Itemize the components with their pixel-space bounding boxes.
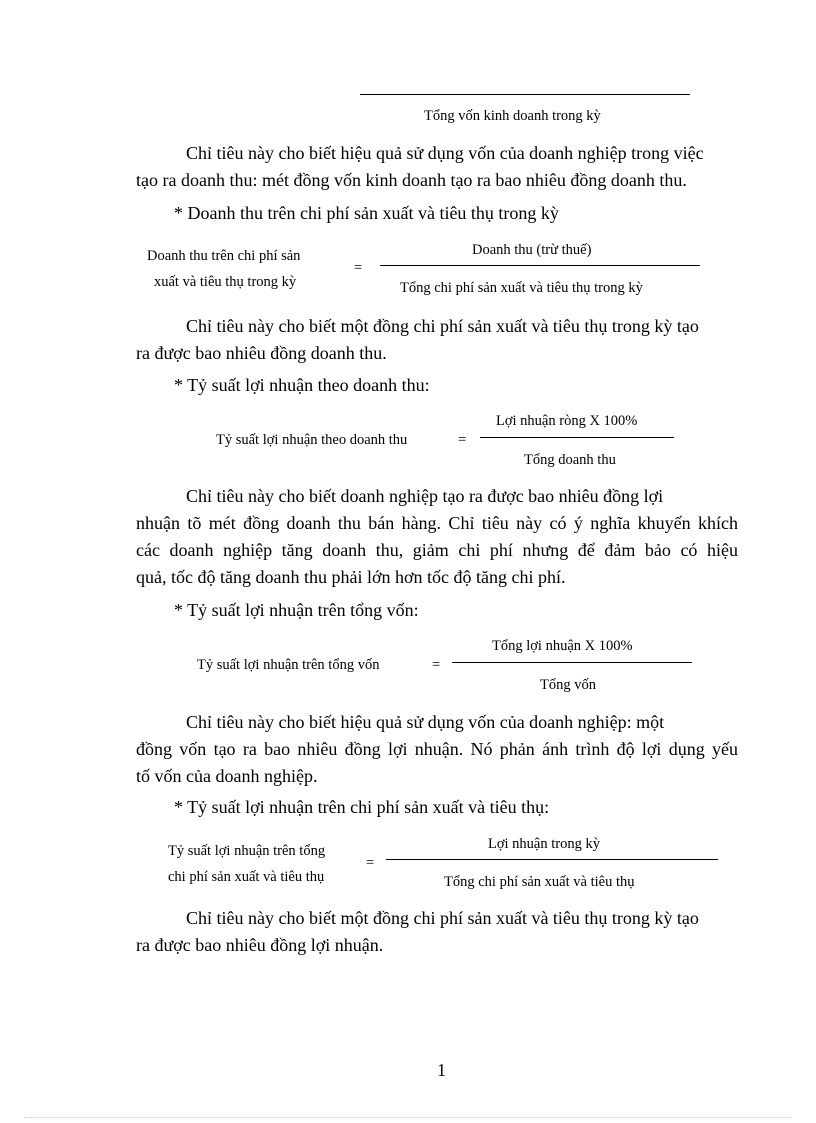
paragraph-3-line-4: quả, tốc độ tăng doanh thu phải lớn hơn tốc độ tăng chi phí.	[136, 567, 566, 587]
formula-1-bar	[380, 265, 700, 266]
formula-2-numerator: Lợi nhuận ròng X 100%	[496, 413, 638, 429]
formula-4-denominator: Tổng chi phí sản xuất và tiêu thụ	[444, 874, 635, 890]
formula-2-equals: =	[458, 432, 467, 448]
formula-4-equals: =	[366, 855, 375, 871]
formula-1-label-line-2: xuất và tiêu thụ trong kỳ	[154, 274, 297, 290]
paragraph-1-line-1: Chỉ tiêu này cho biết hiệu quả sử dụng vốn của doanh nghiệp trong việc	[186, 143, 704, 163]
formula-2-denominator: Tổng doanh thu	[524, 452, 616, 468]
heading-revenue-on-cost: * Doanh thu trên chi phí sản xuất và tiêu thụ trong kỳ	[174, 203, 559, 223]
formula-3-equals: =	[432, 657, 441, 673]
page-bottom-divider	[24, 1117, 792, 1118]
paragraph-3-line-3: các doanh nghiệp tăng doanh thu, giảm chi phí nhưng để đảm bảo có hiệu	[136, 540, 738, 560]
paragraph-3-line-2: nhuận tõ mét đồng doanh thu bán hàng. Chỉ tiêu này có ý nghĩa khuyến khích	[136, 513, 738, 533]
paragraph-3-line-1: Chỉ tiêu này cho biết doanh nghiệp tạo ra được bao nhiêu đồng lợi	[186, 486, 664, 506]
formula-2-label: Tỷ suất lợi nhuận theo doanh thu	[216, 432, 408, 448]
page-number: 1	[437, 1060, 446, 1080]
formula-3-bar	[452, 662, 692, 663]
paragraph-5-line-1: Chỉ tiêu này cho biết một đồng chi phí sản xuất và tiêu thụ trong kỳ tạo	[186, 908, 699, 928]
paragraph-4-line-2: đồng vốn tạo ra bao nhiêu đồng lợi nhuận. Nó phản ánh trình độ lợi dụng yếu	[136, 739, 738, 759]
paragraph-1-line-2: tạo ra doanh thu: mét đồng vốn kinh doanh tạo ra bao nhiêu đồng doanh thu.	[136, 170, 687, 190]
paragraph-5-line-2: ra được bao nhiêu đồng lợi nhuận.	[136, 935, 384, 955]
top-fraction-bar	[360, 94, 690, 95]
paragraph-2-line-2: ra được bao nhiêu đồng doanh thu.	[136, 343, 387, 363]
top-fraction-denominator: Tổng vốn kinh doanh trong kỳ	[424, 108, 601, 124]
formula-1-numerator: Doanh thu (trừ thuế)	[472, 242, 592, 258]
paragraph-4-line-1: Chỉ tiêu này cho biết hiệu quả sử dụng vốn của doanh nghiệp: một	[186, 712, 665, 732]
paragraph-4-line-3: tố vốn của doanh nghiệp.	[136, 766, 318, 786]
formula-4-label-line-1: Tỷ suất lợi nhuận trên tổng	[168, 843, 326, 859]
formula-4-numerator: Lợi nhuận trong kỳ	[488, 836, 600, 852]
formula-1-equals: =	[354, 260, 363, 276]
formula-2-bar	[480, 437, 674, 438]
formula-4-bar	[386, 859, 718, 860]
formula-3-numerator: Tổng lợi nhuận X 100%	[492, 638, 633, 654]
formula-1-denominator: Tổng chi phí sản xuất và tiêu thụ trong kỳ	[400, 280, 643, 296]
formula-4-label-line-2: chi phí sản xuất và tiêu thụ	[168, 869, 325, 885]
formula-3-denominator: Tổng vốn	[540, 677, 596, 693]
heading-profit-on-revenue: * Tỷ suất lợi nhuận theo doanh thu:	[174, 375, 430, 395]
formula-1-label-line-1: Doanh thu trên chi phí sản	[147, 248, 301, 264]
heading-profit-on-capital: * Tỷ suất lợi nhuận trên tổng vốn:	[174, 600, 419, 620]
paragraph-2-line-1: Chỉ tiêu này cho biết một đồng chi phí sản xuất và tiêu thụ trong kỳ tạo	[186, 316, 699, 336]
formula-3-label: Tỷ suất lợi nhuận trên tổng vốn	[197, 657, 380, 673]
heading-profit-on-cost: * Tỷ suất lợi nhuận trên chi phí sản xuất và tiêu thụ:	[174, 797, 550, 817]
